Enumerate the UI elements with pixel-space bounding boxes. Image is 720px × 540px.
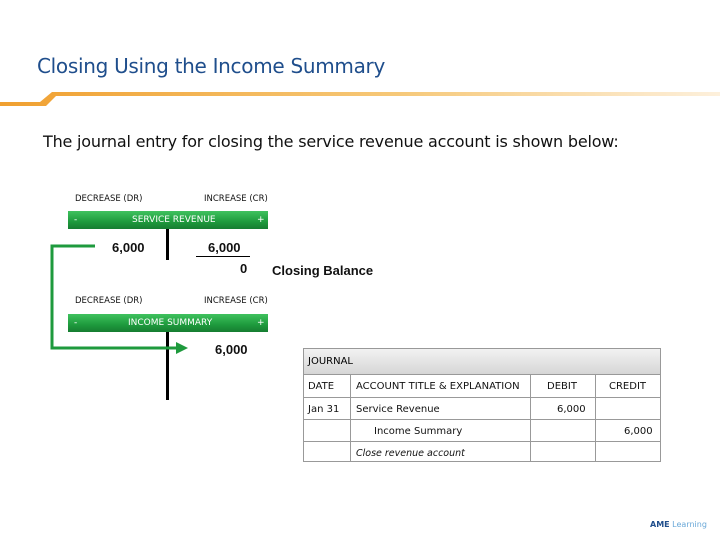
row-debit: 6,000 [557,404,586,415]
minus-sign: - [74,215,78,225]
column-header-date: DATE [308,381,335,392]
row-account: Income Summary [374,426,463,437]
service-revenue-increase-label: INCREASE (CR) [204,194,268,204]
page-title: Closing Using the Income Summary [37,54,385,78]
column-divider [595,375,596,461]
ame-learning-logo: AME Learning [650,520,707,529]
row-account: Service Revenue [356,404,440,415]
row-divider [304,397,660,398]
journal-header [304,349,660,375]
closing-balance-label: Closing Balance [272,263,374,278]
account-name: SERVICE REVENUE [132,215,216,225]
plus-sign: + [257,318,265,328]
intro-text: The journal entry for closing the service revenue account is shown below: [43,132,619,151]
service-revenue-debit: 6,000 [112,240,145,255]
column-header-debit: DEBIT [547,381,577,392]
journal-heading: JOURNAL [308,356,353,367]
column-header-account: ACCOUNT TITLE & EXPLANATION [356,381,520,392]
journal-table [303,348,661,462]
account-name: INCOME SUMMARY [128,318,213,328]
plus-sign: + [257,215,265,225]
service-revenue-balance: 0 [240,261,248,276]
income-summary-decrease-label: DECREASE (DR) [75,296,143,306]
column-divider [350,375,351,461]
minus-sign: - [74,318,78,328]
row-divider [304,441,660,442]
row-date: Jan 31 [308,404,340,415]
arrow-head-icon [176,342,188,354]
row-credit: 6,000 [624,426,653,437]
service-revenue-decrease-label: DECREASE (DR) [75,194,143,204]
income-summary-increase-label: INCREASE (CR) [204,296,268,306]
row-explanation: Close revenue account [356,448,465,459]
column-divider [530,375,531,461]
row-divider [304,419,660,420]
service-revenue-credit: 6,000 [208,240,241,255]
income-summary-credit: 6,000 [215,342,248,357]
column-header-credit: CREDIT [609,381,647,392]
